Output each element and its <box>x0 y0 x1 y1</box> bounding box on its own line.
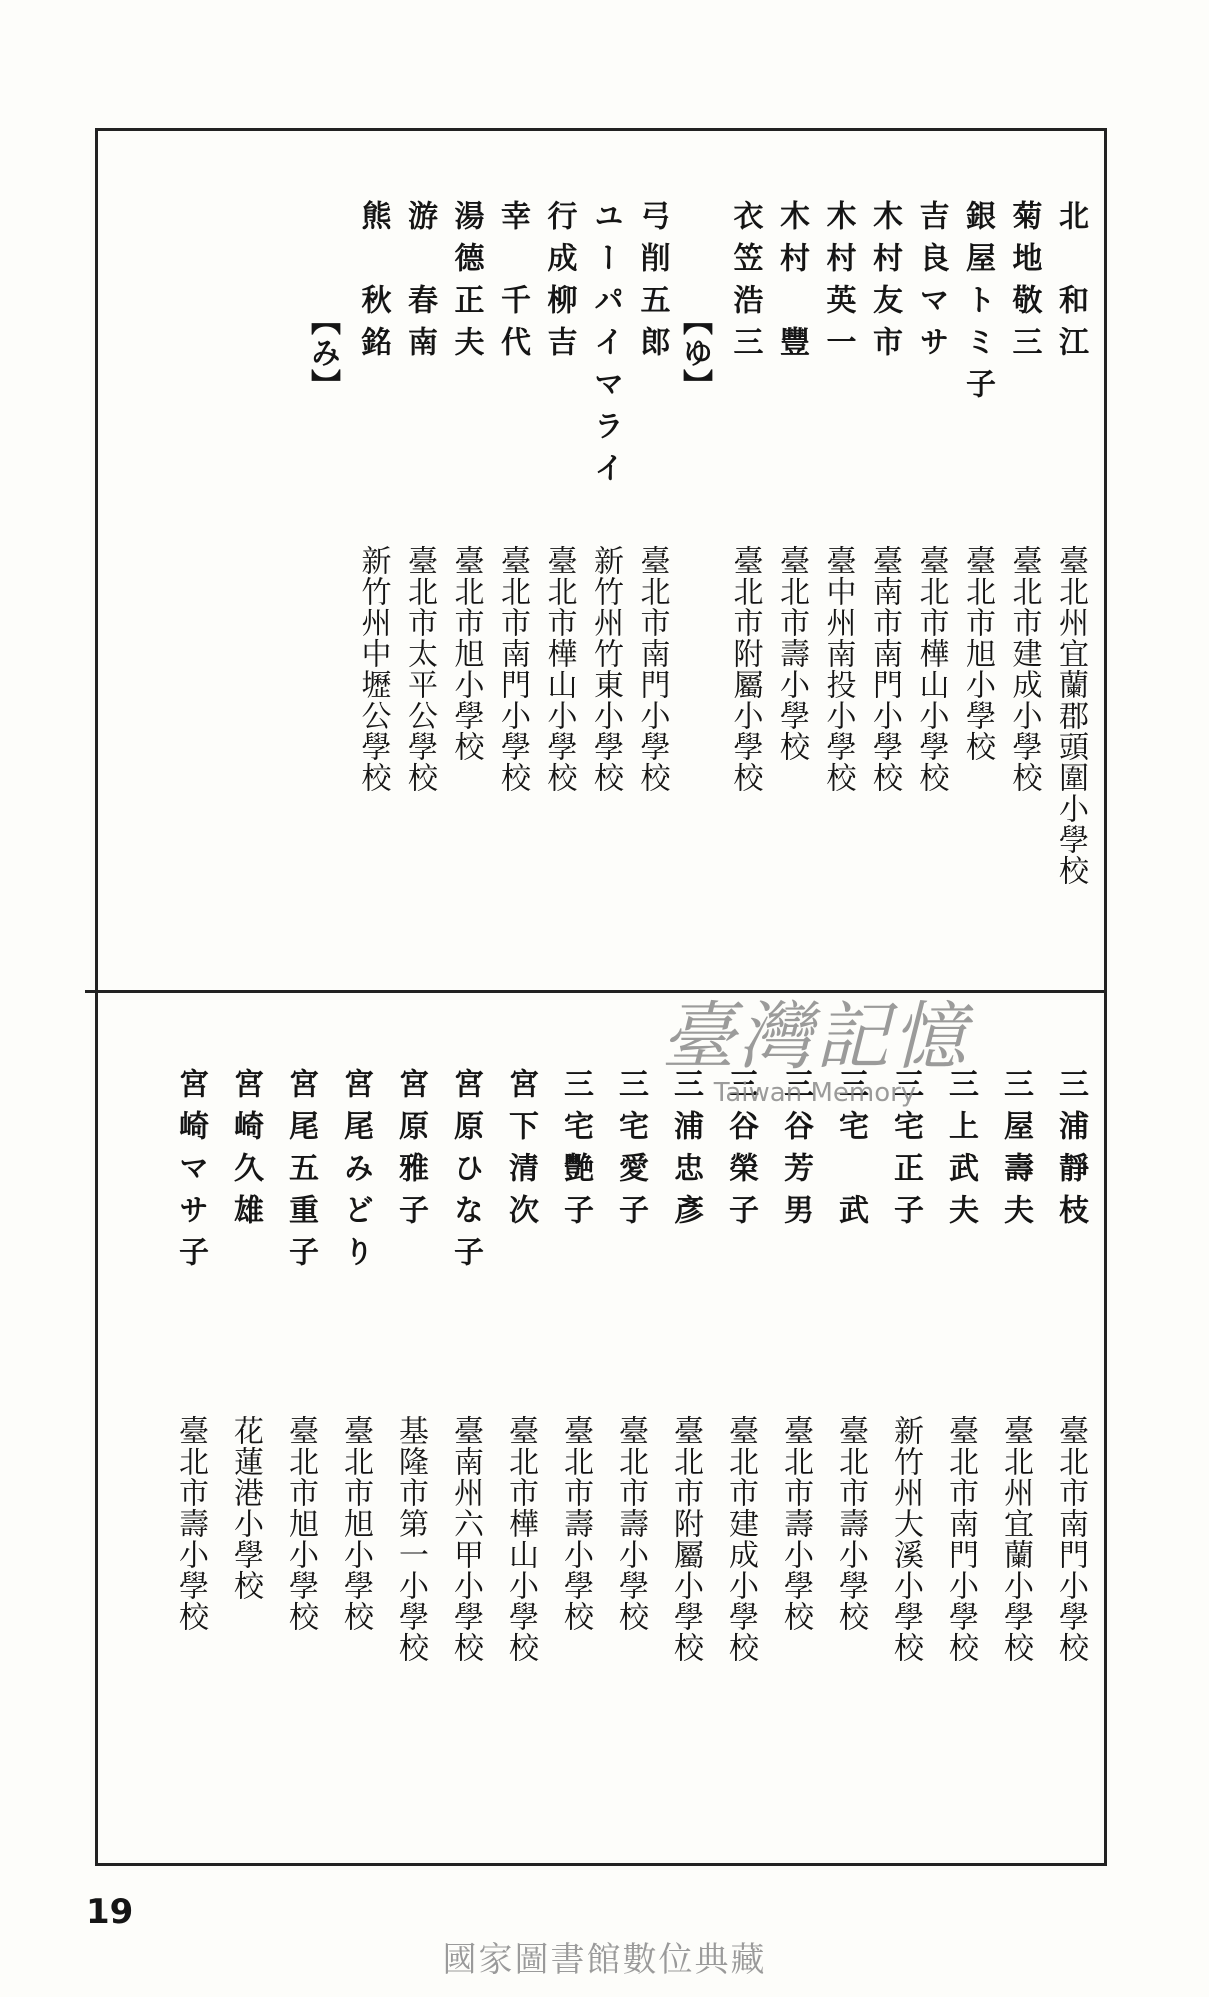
entry-school: 臺北市旭小學校 <box>338 1415 373 1632</box>
entry-name: 木村 豐 <box>774 200 809 368</box>
entry-school: 臺北市建成小學校 <box>1006 545 1042 793</box>
entry-school: 基隆市第一小學校 <box>393 1415 428 1663</box>
entry-name: 三宅正子 <box>888 1068 923 1236</box>
entry-name: 吉良マサ <box>913 200 949 368</box>
entry-school: 新竹州中壢公學校 <box>355 545 391 793</box>
entry-name: 衣笠浩三 <box>727 200 763 368</box>
entry-name: 湯德正夫 <box>448 200 484 368</box>
entry-school: 花蓮港小學校 <box>228 1415 263 1601</box>
library-footer: 國家圖書館數位典藏 <box>442 1940 767 1980</box>
entry-school: 臺北市壽小學校 <box>558 1415 593 1632</box>
entry-name: 宮下清次 <box>503 1068 538 1236</box>
entry-name: 幸 千代 <box>495 200 530 368</box>
entry-name: 熊 秋銘 <box>355 200 391 368</box>
entry-school: 臺北市南門小學校 <box>943 1415 978 1663</box>
entry-school: 新竹州竹東小學校 <box>588 545 623 793</box>
entry-name: 三屋壽夫 <box>998 1068 1033 1236</box>
entry-school: 臺北市旭小學校 <box>960 545 995 762</box>
entry-name: 三谷芳男 <box>778 1068 813 1236</box>
entry-school: 臺北州宜蘭小學校 <box>998 1415 1033 1663</box>
entry-school: 臺北市旭小學校 <box>283 1415 318 1632</box>
entry-school: 臺北市旭小學校 <box>448 545 484 762</box>
entry-name: 行成柳吉 <box>541 200 577 368</box>
watermark-subtitle: Taiwan Memory <box>713 1078 917 1108</box>
entry-school: 臺北市壽小學校 <box>774 545 809 762</box>
entry-school: 臺北市樺山小學校 <box>541 545 577 793</box>
entry-school: 臺北市樺山小學校 <box>913 545 949 793</box>
entry-school: 臺北市樺山小學校 <box>503 1415 538 1663</box>
entry-name: 弓削五郎 <box>634 200 670 368</box>
entry-name: 三宅愛子 <box>613 1068 648 1236</box>
entry-name: 宮崎マサ子 <box>173 1068 208 1278</box>
entry-name: 菊地敬三 <box>1006 200 1042 368</box>
section-header: 【み】 <box>305 305 340 401</box>
entry-school: 臺北市壽小學校 <box>173 1415 208 1632</box>
entry-name: 宮尾五重子 <box>283 1068 318 1278</box>
entry-name: 三上武夫 <box>943 1068 978 1236</box>
entry-school: 臺北市建成小學校 <box>723 1415 758 1663</box>
entry-school: 臺中州南投小學校 <box>820 545 856 793</box>
entry-name: 三宅艷子 <box>558 1068 593 1236</box>
entry-name: 宮崎久雄 <box>228 1068 263 1236</box>
entry-name: 三浦靜枝 <box>1053 1068 1088 1236</box>
entry-school: 臺北市壽小學校 <box>833 1415 868 1632</box>
entry-school: 新竹州大溪小學校 <box>888 1415 923 1663</box>
entry-name: 木村友市 <box>867 200 902 368</box>
entry-name: 游 春南 <box>402 200 437 368</box>
entry-name: ユーパイマライ <box>588 200 623 494</box>
entry-name: 宮原雅子 <box>393 1068 428 1236</box>
entry-name: 宮尾みどり <box>338 1068 373 1278</box>
section-header: 【ゆ】 <box>677 305 712 401</box>
watermark-title: 臺灣記憶 <box>661 994 969 1080</box>
entry-name: 三浦忠彥 <box>668 1068 703 1236</box>
entry-school: 臺北市南門小學校 <box>634 545 670 793</box>
entry-school: 臺北市南門小學校 <box>1053 1415 1088 1663</box>
entry-name: 三谷榮子 <box>723 1068 758 1236</box>
entry-name: 三宅 武 <box>833 1068 868 1236</box>
entry-school: 臺北市附屬小學校 <box>727 545 763 793</box>
page-number: 19 <box>86 1892 134 1932</box>
entry-school: 臺北市太平公學校 <box>402 545 437 793</box>
entry-school: 臺北市壽小學校 <box>613 1415 648 1632</box>
entry-name: 木村英一 <box>820 200 856 368</box>
entry-school: 臺北州宜蘭郡頭圍小學校 <box>1053 545 1088 886</box>
entry-name: 銀屋トミ子 <box>960 200 995 410</box>
entry-name: 北 和江 <box>1053 200 1088 368</box>
entry-name: 宮原ひな子 <box>448 1068 483 1278</box>
entry-school: 臺南市南門小學校 <box>867 545 902 793</box>
section-divider <box>85 990 1107 993</box>
entry-school: 臺南州六甲小學校 <box>448 1415 483 1663</box>
entry-school: 臺北市壽小學校 <box>778 1415 813 1632</box>
entry-school: 臺北市附屬小學校 <box>668 1415 703 1663</box>
entry-school: 臺北市南門小學校 <box>495 545 530 793</box>
